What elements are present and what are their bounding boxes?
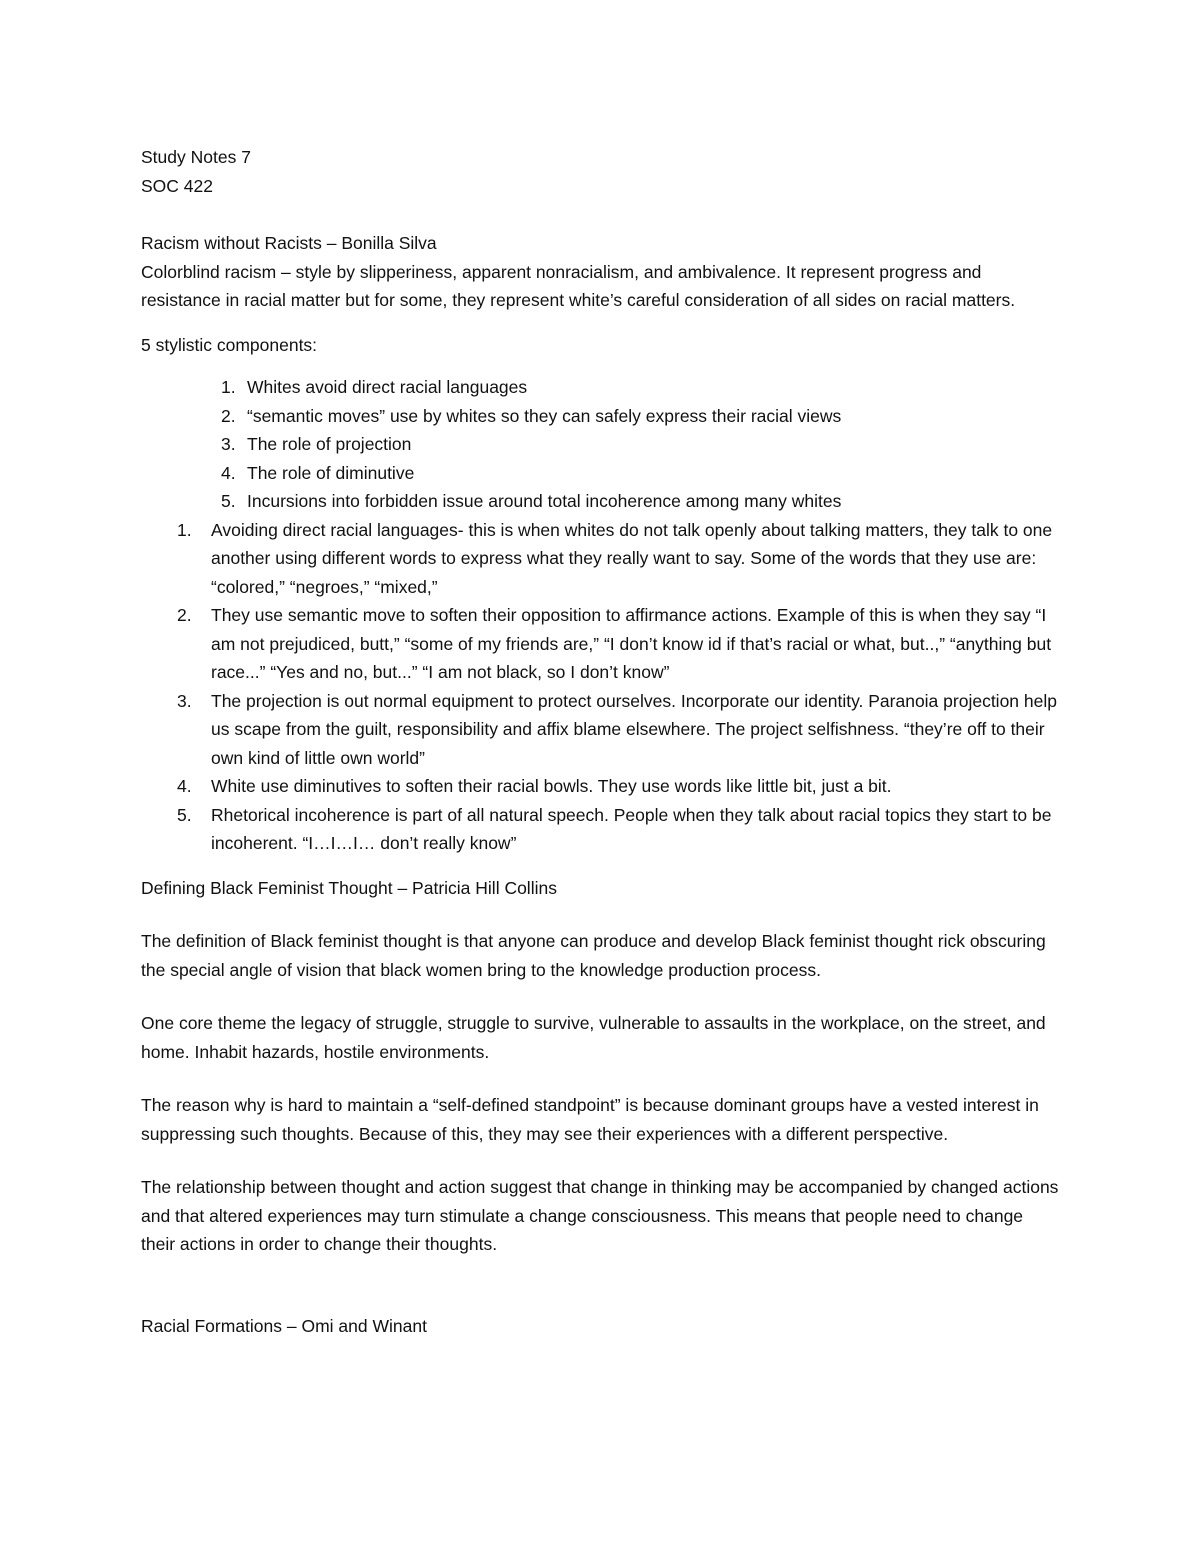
list-item (141, 772, 1061, 801)
components-label: 5 stylistic components: (141, 334, 318, 355)
list-text: Avoiding direct racial languages- this is when whites do not talk openly about talking matters, they talk to one another using different words to express what they really want to say. Some of the words that they use are: “colored,” “negroes,” “mixed,” (211, 519, 1053, 597)
colorblind-racism-paragraph: Colorblind racism – style by slipperiness, apparent nonracialism, and ambivalence. It represent progress and resistance in racial matter but for some, they represent white’s careful consideration of all sides on racial matters. (141, 261, 1016, 310)
list-item (141, 687, 1061, 773)
list-number: 1. (177, 519, 192, 540)
section-heading-racial-formations: Racial Formations – Omi and Winant (141, 1315, 427, 1336)
paragraph: One core theme the legacy of struggle, struggle to survive, vulnerable to assaults in the workplace, on the street, and home. Inhabit hazards, hostile environments. (141, 1013, 1046, 1062)
list-item (141, 801, 1061, 858)
paragraph: The relationship between thought and action suggest that change in thinking may be accompanied by changed actions and that altered experiences may turn stimulate a change consciousness. This means that people need to change their actions in order to change their thoughts. (141, 1177, 1059, 1254)
list-text: Rhetorical incoherence is part of all natural speech. People when they talk about racial topics they start to be incoherent. “I…I…I… don’t really know” (211, 804, 1052, 853)
list-text: The projection is out normal equipment to protect ourselves. Incorporate our identity. Paranoia projection help us scape from the guilt, responsibility and affix blame elsewhere. The project selfishness. “they’re off to their own kind of little own world” (211, 690, 1057, 768)
section-heading-black-feminist-thought: Defining Black Feminist Thought – Patricia Hill Collins (141, 877, 557, 898)
course-code: SOC 422 (141, 175, 213, 196)
list-number: 2. (177, 605, 192, 625)
list-number: 4. (177, 776, 192, 796)
list-item (141, 601, 1061, 687)
list-text: “semantic moves” use by whites so they can safely express their racial views (247, 405, 842, 426)
document-page (141, 143, 1061, 1340)
list-item (141, 373, 1061, 402)
list-text: White use diminutives to soften their racial bowls. They use words like little bit, just a bit. (211, 776, 892, 796)
paragraph: The definition of Black feminist thought is that anyone can produce and develop Black feminist thought rick obscuring the special angle of vision that black women bring to the knowledge production process. (141, 931, 1046, 980)
list-text: They use semantic move to soften their opposition to affirmance actions. Example of this is when they say “I am not prejudiced, butt,” “some of my friends are,” “I don’t know id if that’s racial or what, but..,” “anything but race...” “Yes and no, but...” “I am not black, so I don’t know” (211, 605, 1052, 682)
list-item (141, 430, 1061, 459)
list-text: The role of diminutive (247, 462, 415, 483)
list-text: The role of projection (247, 434, 412, 454)
section-heading-racism-without-racists: Racism without Racists – Bonilla Silva (141, 233, 437, 253)
list-number: 1. (221, 377, 236, 397)
stylistic-components-list (141, 373, 1061, 516)
list-text: Whites avoid direct racial languages (247, 377, 528, 397)
list-number: 5. (177, 804, 192, 825)
list-text: Incursions into forbidden issue around total incoherence among many whites (247, 491, 842, 511)
list-number: 2. (221, 405, 236, 426)
list-number: 3. (221, 434, 236, 454)
document-title: Study Notes 7 (141, 147, 251, 167)
list-item (141, 402, 1061, 431)
paragraph: The reason why is hard to maintain a “self-defined standpoint” is because dominant groups have a vested interest in suppressing such thoughts. Because of this, they may see their experiences with a different perspective. (141, 1095, 1039, 1144)
list-number: 4. (221, 462, 236, 483)
list-number: 5. (221, 491, 236, 511)
components-detail-list (141, 516, 1061, 858)
list-item (141, 516, 1061, 602)
list-number: 3. (177, 690, 192, 711)
list-item (141, 487, 1061, 516)
list-item (141, 459, 1061, 488)
